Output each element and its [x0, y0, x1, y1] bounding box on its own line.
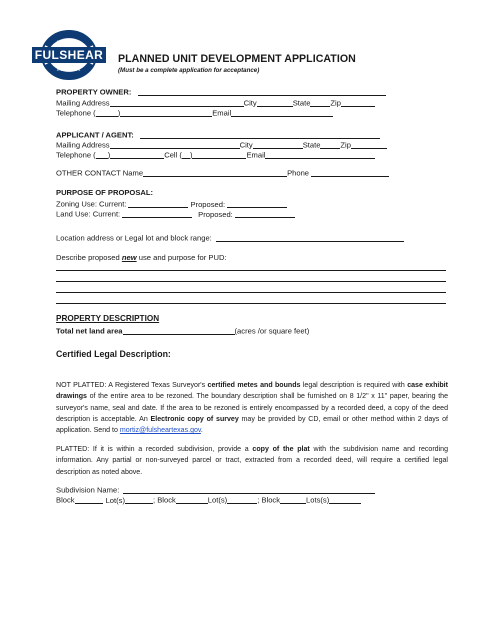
location-label: Location address or Legal lot and block range:	[56, 233, 212, 243]
zoning-use-row	[56, 199, 287, 209]
applicant-zip-field[interactable]	[351, 140, 387, 149]
block-field-3[interactable]	[280, 495, 306, 504]
not-platted-text-2: legal description is required with	[300, 382, 408, 389]
describe-line-1[interactable]	[56, 270, 446, 271]
purpose-heading-text: PURPOSE OF PROPOSAL:	[56, 188, 154, 197]
fulshear-seal-icon	[30, 30, 108, 80]
applicant-zip-label: Zip	[340, 140, 351, 150]
net-area-label: Total net land area	[56, 326, 123, 336]
applicant-mailing-label: Mailing Address	[56, 140, 110, 150]
applicant-city-field[interactable]	[253, 140, 303, 149]
block-label-3: ; Block	[257, 495, 281, 505]
page-subtitle: (Must be a complete application for acceptance)	[118, 67, 260, 74]
submission-email-link[interactable]: mortiz@fulsheartexas.gov	[119, 427, 201, 435]
other-contact-row	[56, 168, 389, 178]
not-platted-text-3: of the entire area to be rezoned. The boundary description shall be furnished on 8 1/2" x 11" paper, bearing the surveyor's name, seal and date. If the area to be rezoned is entirely encompassed by a recorded deed, a copy of the deed description is acceptable. An	[56, 393, 448, 423]
platted-paragraph	[56, 444, 448, 478]
subdivision-name-label: Subdivision Name:	[56, 485, 120, 495]
applicant-paren-close: )	[107, 150, 111, 160]
owner-state-field[interactable]	[310, 98, 330, 107]
land-current-field[interactable]	[122, 209, 192, 218]
lot-label-1: Lot(s)	[105, 495, 125, 505]
owner-area-code-field[interactable]	[96, 108, 118, 117]
lot-field-2[interactable]	[227, 495, 257, 504]
location-field[interactable]	[216, 233, 404, 242]
land-proposed-label: Proposed:	[198, 209, 233, 219]
owner-name-field[interactable]	[138, 87, 386, 96]
applicant-name-field[interactable]	[140, 130, 380, 139]
owner-phone-row	[56, 108, 333, 118]
page-title: PLANNED UNIT DEVELOPMENT APPLICATION	[118, 53, 356, 65]
property-description-heading: PROPERTY DESCRIPTION	[56, 314, 160, 323]
applicant-cell-close: )	[189, 150, 193, 160]
applicant-phone-row	[56, 150, 375, 160]
land-use-row	[56, 209, 295, 219]
not-platted-paragraph	[56, 380, 448, 436]
not-platted-bold-2: case exhibit drawings	[56, 382, 448, 401]
describe-row	[56, 253, 227, 262]
not-platted-bold-1: certified metes and bounds	[207, 382, 301, 389]
applicant-row	[56, 130, 380, 140]
applicant-cell-field[interactable]	[189, 150, 246, 160]
net-area-unit: (acres /or square feet)	[234, 326, 310, 336]
platted-text-2: with the subdivision name and recording information. Any partial or non-surveyed parcel or tract, extracted from a recorded deed, will require a certified legal description as noted above.	[56, 446, 449, 476]
svg-text:EST. 1894: EST. 1894	[57, 67, 81, 72]
block-label-2: ; Block	[153, 495, 176, 505]
applicant-cell-label: Cell (	[164, 150, 182, 160]
purpose-heading	[56, 188, 153, 197]
applicant-mailing-field[interactable]	[110, 140, 240, 149]
applicant-telephone-label: Telephone (	[56, 150, 96, 160]
describe-label-pre: Describe proposed	[56, 253, 122, 262]
other-contact-phone-field[interactable]	[311, 168, 389, 177]
applicant-heading: APPLICANT / AGENT:	[56, 130, 134, 140]
applicant-phone-field[interactable]	[107, 150, 164, 160]
zoning-proposed-field[interactable]	[227, 199, 287, 208]
block-label-1: Block	[56, 495, 75, 505]
owner-telephone-label: Telephone (	[56, 108, 96, 118]
other-contact-name-field[interactable]	[143, 168, 287, 177]
owner-zip-label: Zip	[330, 98, 341, 108]
owner-city-field[interactable]	[257, 98, 293, 107]
not-platted-bold-3: Electronic copy of survey	[150, 415, 239, 423]
owner-paren-close: )	[117, 108, 121, 118]
lots-label-3: Lots(s)	[306, 495, 330, 505]
platted-text-1: PLATTED: If it is within a recorded subdivision, provide a	[56, 446, 253, 453]
owner-address-row	[56, 98, 375, 108]
net-area-field[interactable]	[123, 326, 235, 335]
describe-line-2[interactable]	[56, 281, 446, 282]
certified-legal-heading: Certified Legal Description:	[56, 349, 171, 359]
property-owner-heading: PROPERTY OWNER:	[56, 87, 132, 97]
applicant-email-field[interactable]	[265, 150, 375, 159]
applicant-state-field[interactable]	[320, 140, 340, 149]
owner-phone-field[interactable]	[117, 108, 212, 118]
owner-state-label: State	[292, 98, 311, 108]
lot-field-1[interactable]	[125, 495, 153, 504]
describe-line-4[interactable]	[56, 303, 446, 304]
applicant-state-label: State	[302, 140, 321, 150]
describe-line-3[interactable]	[56, 292, 446, 293]
not-platted-text-5: .	[200, 427, 203, 435]
describe-label-post: use and purpose for PUD:	[136, 253, 227, 262]
zoning-current-field[interactable]	[128, 199, 188, 208]
lot-label-2: Lot(s)	[207, 495, 228, 505]
svg-text:FULSHEAR: FULSHEAR	[34, 48, 104, 62]
fulshear-logo	[30, 30, 108, 80]
net-area-row	[56, 326, 309, 336]
owner-mailing-field[interactable]	[110, 98, 244, 107]
owner-zip-field[interactable]	[341, 98, 375, 107]
not-platted-text-1: NOT PLATTED: A Registered Texas Surveyor's	[56, 382, 208, 389]
property-owner-row	[56, 87, 386, 97]
lots-field-3[interactable]	[329, 495, 361, 504]
applicant-city-label: City	[239, 140, 253, 150]
describe-label-emph: new	[121, 253, 137, 262]
platted-bold-1: copy of the plat	[252, 446, 310, 453]
subdivision-name-row	[56, 485, 375, 495]
block-field-1[interactable]	[75, 495, 103, 504]
applicant-email-label: Email	[246, 150, 266, 160]
owner-mailing-label: Mailing Address	[56, 98, 110, 108]
land-proposed-field[interactable]	[235, 209, 295, 218]
other-contact-phone-label: Phone	[287, 168, 310, 178]
subdivision-name-field[interactable]	[123, 485, 375, 494]
zoning-proposed-label: Proposed:	[190, 199, 226, 209]
owner-email-field[interactable]	[231, 108, 333, 117]
not-platted-text-4: may be provided by CD, email or other method within 2 days of application. Send to	[56, 415, 448, 435]
svg-text:EST 1894: EST 1894	[56, 39, 82, 44]
applicant-area-code-field[interactable]	[96, 150, 108, 159]
owner-email-label: Email	[212, 108, 232, 118]
owner-city-label: City	[243, 98, 257, 108]
applicant-cell-area-field[interactable]	[182, 150, 190, 159]
land-use-label: Land Use: Current:	[56, 209, 121, 219]
location-row	[56, 233, 404, 243]
applicant-address-row	[56, 140, 387, 150]
zoning-use-label: Zoning Use: Current:	[56, 199, 127, 209]
block-field-2[interactable]	[176, 495, 208, 504]
other-contact-name-label: OTHER CONTACT Name	[56, 168, 144, 178]
block-lot-row	[56, 495, 361, 505]
